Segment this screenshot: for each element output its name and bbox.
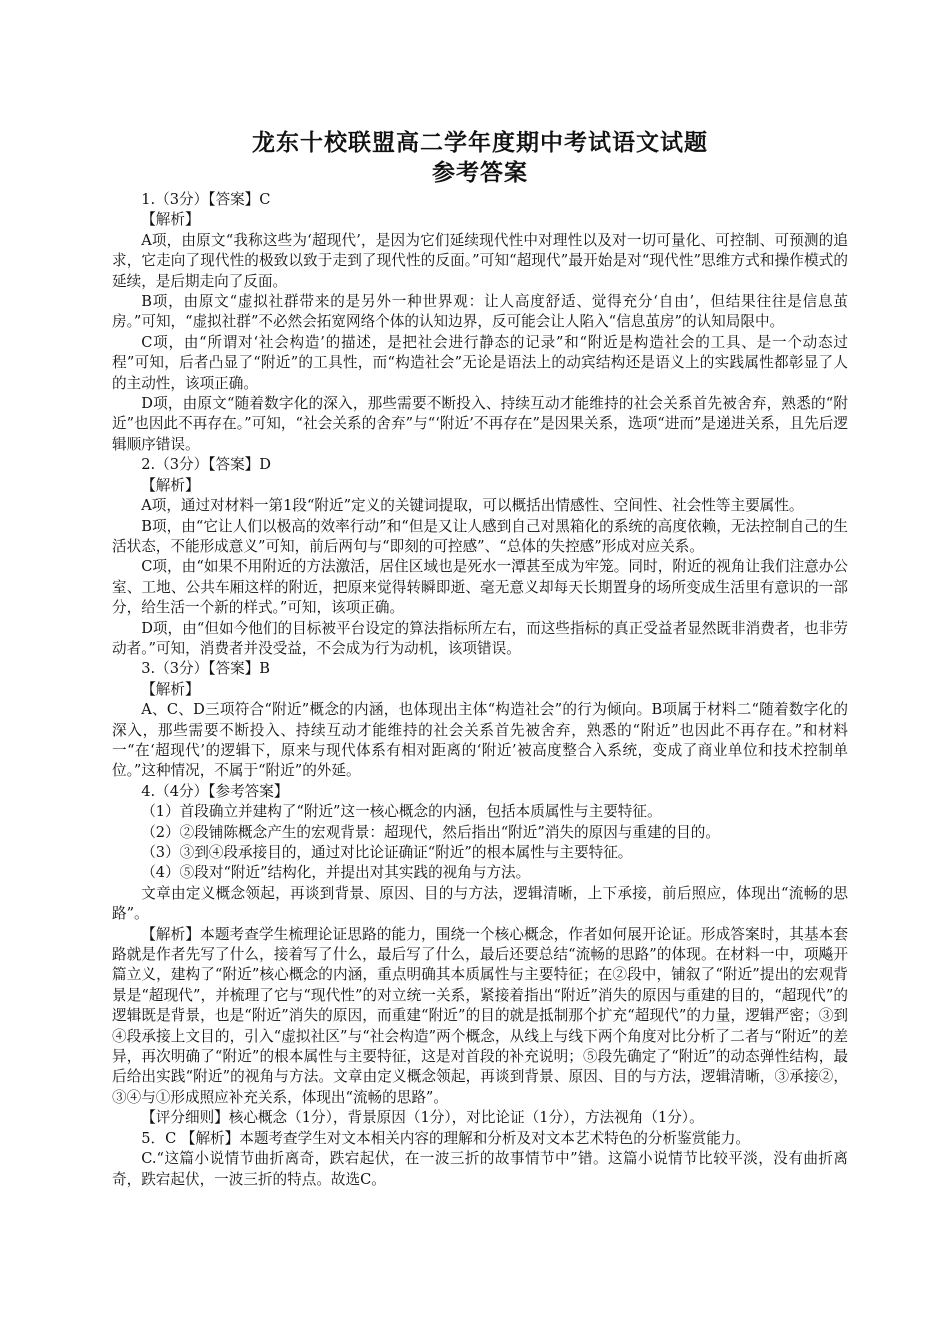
answer-3-heading: 3.（3分）【答案】B <box>141 660 270 678</box>
analysis-label: 【解析】 <box>141 680 200 698</box>
document-title: 龙东十校联盟高二学年度期中考试语文试题 <box>252 130 708 156</box>
answer-2-option-c: C项，由“如果不用附近的方法激活，居住区域也是死水一潭甚至成为牢笼。同时，附近的视角让我们注意办公室、工地、公共车厢这样的附近，把原来觉得转瞬即逝、毫无意义却每天长期置身的场所变成生活里有意识的一部分，给生活一个新的样式。”可知，该项正确。 <box>112 558 848 617</box>
answer-1-option-b: B项，由原文“虚拟社群带来的是另外一种世界观：让人高度舒适、觉得充分‘自由’，但结果往往是信息茧房。”可知，“虚拟社群”不必然会拓宽网络个体的认知边界，反可能会让人陷入“信息茧房”的认知局限中。 <box>112 293 848 331</box>
document-page <box>112 120 848 1190</box>
analysis-label: 【解析】 <box>141 211 200 229</box>
answer-2-option-b: B项，由“它让人们以极高的效率行动”和“但是又让人感到自己对黑箱化的系统的高度依赖，无法控制自己的生活状态，不能形成意义”可知，前后两句与“即刻的可控感”、“总体的失控感”形成对应关系。 <box>112 517 848 555</box>
answer-4-point-4: （4）⑤段对“附近”结构化，并提出对其实践的视角与方法。 <box>141 864 531 882</box>
answer-4-analysis: 【解析】本题考查学生梳理论证思路的能力，围绕一个核心概念，作者如何展开论证。形成答案时，其基本套路就是作者先写了什么，接着写了什么，最后写了什么，最后还要总结“流畅的思路”的体现。在材料一中，项飚开篇立义，建构了“附近”核心概念的内涵，重点明确其本质属性与主要特征；在②段中，铺叙了“附近”提出的宏观背景是“超现代”，并梳理了它与“现代性”的对立统一关系，紧接着指出“附近”消失的原因与重建的目的，“超现代”的逻辑既是背景，也是“附近”消失的原因，而重建“附近”的目的就是抵制那个扩充“超现代”的力量，逻辑严密；③到④段承接上文目的，引入“虚拟社区”与“社会构造”两个概念，从线上与线下两个角度对比分析了二者与“附近”的差异，再次明确了“附近”的根本属性与主要特征，这是对首段的补充说明；⑤段先确定了“附近”的动态弹性结构，最后给出实践“附近”的视角与方法。文章由定义概念领起，再谈到背景、原因、目的与方法，逻辑清晰，③承接②，③④与①形成照应补充关系，体现出“流畅的思路”。 <box>112 925 848 1106</box>
answer-4-heading: 4.（4分）【参考答案】 <box>141 782 289 800</box>
document-subtitle: 参考答案 <box>432 160 528 186</box>
answer-4-scoring: 【评分细则】核心概念（1分），背景原因（1分），对比论证（1分），方法视角（1分）。 <box>141 1109 704 1127</box>
analysis-label: 【解析】 <box>141 476 200 494</box>
answer-1-option-a: A项，由原文“我称这些为‘超现代’，是因为它们延续现代性中对理性以及对一切可量化、可控制、可预测的追求，它走向了现代性的极致以致于走到了现代性的反面。”可知“超现代”最开始是对“现代性”思维方式和操作模式的延续，是后期走向了反面。 <box>112 231 848 290</box>
answer-1-option-d: D项，由原文“随着数字化的深入，那些需要不断投入、持续互动才能维持的社会关系首先被舍弃，熟悉的“附近”也因此不再存在。”可知，“社会关系的舍弃”与“‘附近’不再存在”是因果关系，选项“进而”是递进关系，且先后逻辑顺序错误。 <box>112 395 848 453</box>
answer-1-heading: 1.（3分）【答案】C <box>141 191 271 208</box>
answer-2-option-d: D项，由“但如今他们的目标被平台设定的算法指标所左右，而这些指标的真正受益者显然既非消费者，也非劳动者。”可知，消费者并没受益，不会成为行为动机，该项错误。 <box>112 619 848 657</box>
answer-2-option-a: A项，通过对材料一第1段“附近”定义的关键词提取，可以概括出情感性、空间性、社会性等主要属性。 <box>141 497 804 515</box>
answer-4-point-1: （1）首段确立并建构了“附近”这一核心概念的内涵，包括本质属性与主要特征。 <box>141 803 662 821</box>
answer-4-summary: 文章由定义概念领起，再谈到背景、原因、目的与方法，逻辑清晰，上下承接，前后照应，体现出“流畅的思路”。 <box>112 884 848 923</box>
answer-4-point-2: （2）②段铺陈概念产生的宏观背景：超现代，然后指出“附近”消失的原因与重建的目的。 <box>141 823 720 841</box>
answer-1-option-c: C项，由“所谓对‘社会构造’的描述，是把社会进行静态的记录”和“附近是构造社会的工具、是一个动态过程”可知，后者凸显了“附近”的工具性，而“构造社会”无论是语法上的动宾结构还是语义上的实践属性都彰显了人的主动性，该项正确。 <box>112 333 848 392</box>
answer-5-option-c: C.“这篇小说情节曲折离奇，跌宕起伏，在一波三折的故事情节中”错。这篇小说情节比较平淡，没有曲折离奇，跌宕起伏，一波三折的特点。故选C。 <box>112 1150 848 1188</box>
answer-5-heading: 5．C 【解析】本题考查学生对文本相关内容的理解和分析及对文本艺术特色的分析鉴赏能力。 <box>141 1129 751 1147</box>
answer-4-point-3: （3）③到④段承接目的，通过对比论证确证“附近”的根本属性与主要特征。 <box>141 844 633 861</box>
answer-2-heading: 2.（3分）【答案】D <box>141 456 271 474</box>
answer-3-analysis: A、C、D三项符合“附近”概念的内涵，也体现出主体“构造社会”的行为倾向。B项属于材料二“随着数字化的深入，那些需要不断投入、持续互动才能维持的社会关系首先被舍弃，熟悉的“附近”也因此不再存在。”和材料一“在‘超现代’的逻辑下，原来与现代体系有相对距离的‘附近’被高度整合入系统，变成了商业单位和技术控制单位。”这种情况，不属于“附近”的外延。 <box>112 701 848 780</box>
